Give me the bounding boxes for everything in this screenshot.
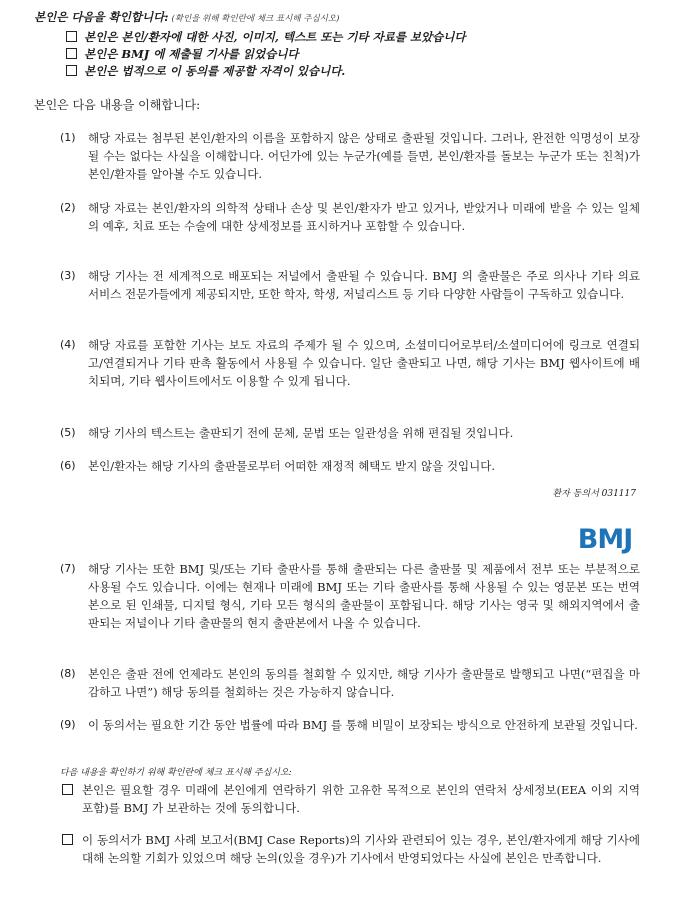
consent-instruction: 다음 내용을 확인하기 위해 확인란에 체크 표시해 주십시오:	[60, 768, 292, 778]
intro-text: 본인은 다음 내용을 이해합니다:	[34, 98, 201, 112]
confirm-checkbox-authority[interactable]	[66, 63, 345, 79]
item-text: 해당 자료는 첨부된 본인/환자의 이름을 포함하지 않은 상태로 출판될 것입니다. 그러나, 완전한 익명성이 보장될 수는 없다는 사실을 이해합니다. 어딘가에 있는 누군가(예를 들면, 본인/환자를 돌보는 누군가 또는 친척)가 본인/환자를 알아볼 수도 있습니다.	[88, 131, 640, 181]
understanding-item-8	[60, 665, 640, 701]
bmj-logo-text: BMJ	[577, 524, 633, 555]
checkbox-icon[interactable]	[66, 48, 77, 59]
understanding-item-9	[60, 716, 640, 734]
item-text: 해당 자료를 포함한 기사는 보도 자료의 주제가 될 수 있으며, 소셜미디어로부터/소셜미디어에 링크로 연결되고/연결되거나 기타 판촉 활동에서 사용될 수 있습니다. 일단 출판되고 나면, 해당 기사는 BMJ 웹사이트에 배치되며, 기타 웹사이트에서도 이용할 수 있게 됩니다.	[88, 338, 640, 388]
understanding-item-4	[60, 336, 640, 390]
consent-checkbox-case-reports[interactable]	[60, 831, 640, 867]
item-number: (2)	[60, 201, 76, 214]
item-number: (5)	[60, 426, 76, 439]
bmj-logo	[576, 519, 634, 555]
confirm-label: 본인은 본인/환자에 대한 사진, 이미지, 텍스트 또는 기타 자료를 보았습니다	[84, 30, 466, 44]
item-number: (9)	[60, 718, 76, 731]
understanding-item-5	[60, 424, 640, 442]
confirm-checkbox-article[interactable]	[66, 46, 299, 62]
item-text: 이 동의서는 필요한 기간 동안 법률에 따라 BMJ 를 통해 비밀이 보장되는 방식으로 안전하게 보관될 것입니다.	[88, 718, 638, 732]
confirm-checkbox-material[interactable]	[66, 29, 466, 45]
confirmation-note: (확인을 위해 확인란에 체크 표시해 주십시오)	[171, 14, 340, 24]
understanding-item-3	[60, 267, 640, 303]
checkbox-icon[interactable]	[66, 65, 77, 76]
checkbox-icon[interactable]	[66, 31, 77, 42]
item-text: 해당 기사는 또한 BMJ 및/또는 기타 출판사를 통해 출판되는 다른 출판물 및 제품에서 전부 또는 부분적으로 사용될 수도 있습니다. 이에는 현재나 미래에 BMJ 또는 기타 출판사를 통해 사용될 수 있는 영문본 또는 번역본으로 된 인쇄물, 디지털 형식, 기타 모든 형식의 출판물이 포함됩니다. 해당 기사는 영국 및 해외지역에서 출판되는 저널이나 기타 출판물의 현지 출판본에서 나올 수 있습니다.	[88, 562, 640, 630]
item-number: (6)	[60, 459, 76, 472]
item-text: 해당 자료는 본인/환자의 의학적 상태나 손상 및 본인/환자가 받고 있거나, 받았거나 미래에 받을 수 있는 일체의 예후, 치료 또는 수술에 대한 상세정보를 표시하거나 포함할 수 있습니다.	[88, 201, 640, 233]
consent-checkbox-contact[interactable]	[60, 781, 640, 817]
checkbox-icon[interactable]	[62, 784, 73, 795]
item-text: 본인/환자는 해당 기사의 출판물로부터 어떠한 재정적 혜택도 받지 않을 것입니다.	[88, 459, 496, 473]
item-text: 본인은 출판 전에 언제라도 본인의 동의를 철회할 수 있지만, 해당 기사가 출판물로 발행되고 나면(“편집을 마감하고 나면”) 해당 동의를 철회하는 것은 가능하지 않습니다.	[88, 667, 640, 699]
item-text: 해당 기사의 텍스트는 출판되기 전에 문체, 문법 또는 일관성을 위해 편집될 것입니다.	[88, 426, 514, 440]
understanding-item-1	[60, 129, 640, 183]
understanding-item-2	[60, 199, 640, 235]
item-text: 해당 기사는 전 세계적으로 배포되는 저널에서 출판될 수 있습니다. BMJ 의 출판물은 주로 의사나 기타 의료 서비스 전문가들에게 제공되지만, 또한 학자, 학생, 저널리스트 등 기타 다양한 사람들이 구독하고 있습니다.	[88, 269, 640, 301]
item-number: (1)	[60, 131, 76, 144]
item-number: (3)	[60, 269, 76, 282]
checkbox-icon[interactable]	[62, 834, 73, 845]
form-reference: 환자 동의서 031117	[552, 489, 636, 499]
confirm-label: 본인은 BMJ 에 제출될 기사를 읽었습니다	[84, 47, 299, 61]
understanding-item-6	[60, 457, 640, 475]
confirmation-header	[34, 9, 339, 25]
consent-label: 이 동의서가 BMJ 사례 보고서(BMJ Case Reports)의 기사와 관련되어 있는 경우, 본인/환자에게 해당 기사에 대해 논의할 기회가 있었으며 해당 논의(있을 경우)가 기사에서 반영되었다는 사실에 본인은 만족합니다.	[82, 833, 640, 865]
item-number: (8)	[60, 667, 76, 680]
item-number: (7)	[60, 562, 76, 575]
confirm-label: 본인은 법적으로 이 동의를 제공할 자격이 있습니다.	[84, 64, 346, 78]
understanding-item-7	[60, 560, 640, 632]
item-number: (4)	[60, 338, 76, 351]
confirmation-title: 본인은 다음을 확인합니다:	[34, 10, 169, 24]
consent-label: 본인은 필요할 경우 미래에 본인에게 연락하기 위한 고유한 목적으로 본인의 연락처 상세정보(EEA 이외 지역 포함)를 BMJ 가 보관하는 것에 동의합니다.	[82, 783, 640, 815]
